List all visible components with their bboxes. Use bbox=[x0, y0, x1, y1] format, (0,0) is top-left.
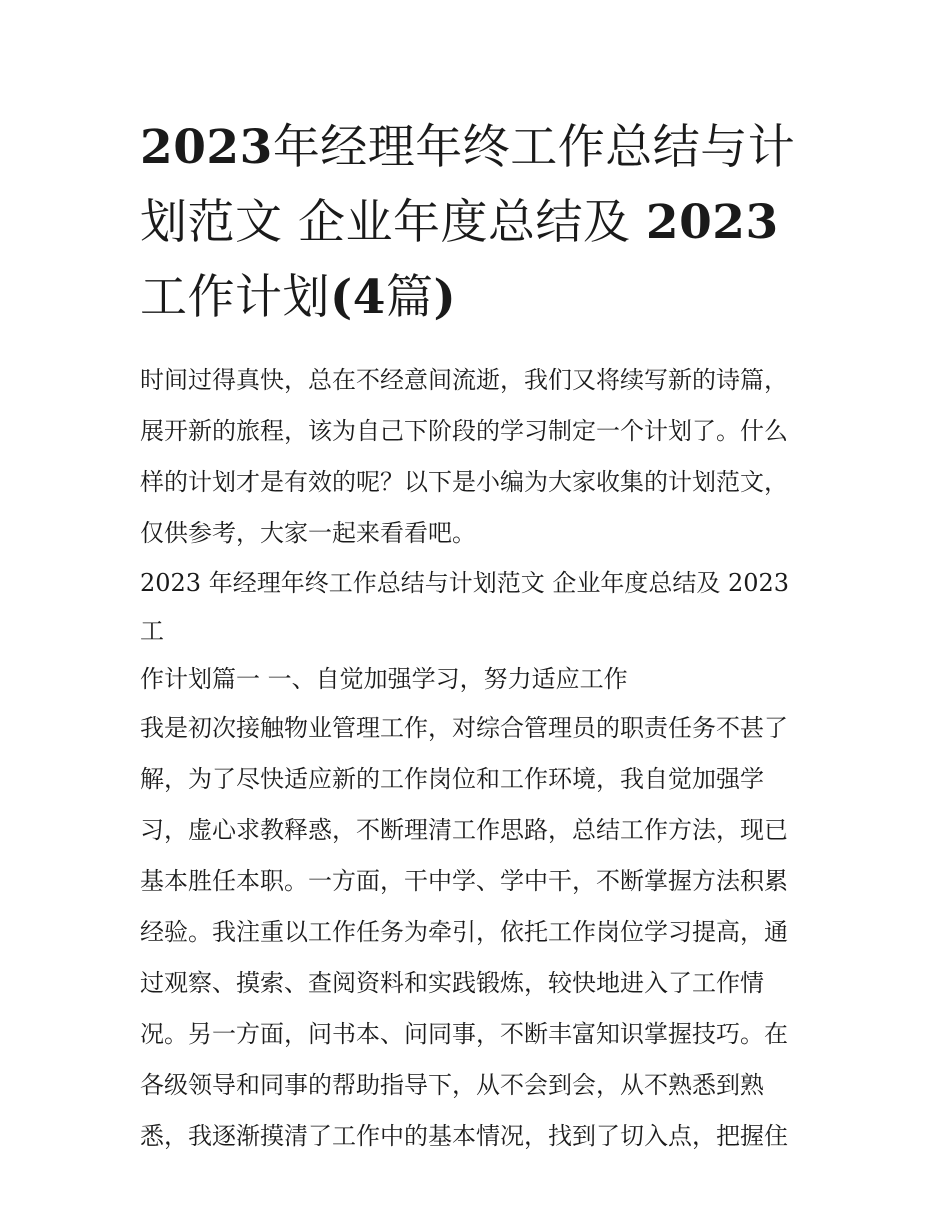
body-line: 习，虚心求教释惑，不断理清工作思路，总结工作方法，现已 bbox=[140, 816, 788, 844]
body-line: 经验。我注重以工作任务为牵引，依托工作岗位学习提高，通 bbox=[140, 918, 788, 946]
body-paragraph bbox=[140, 703, 820, 1162]
section-heading-line: 作计划篇一 一、自觉加强学习，努力适应工作 bbox=[140, 665, 628, 693]
title-line-1: 年经理年终工作总结与计 bbox=[272, 120, 796, 175]
intro-line: 样的计划才是有效的呢？以下是小编为大家收集的计划范文， bbox=[140, 468, 788, 496]
document-title bbox=[140, 110, 820, 335]
title-count-unit: 篇 bbox=[385, 270, 434, 325]
body-line: 我是初次接触物业管理工作，对综合管理员的职责任务不甚了 bbox=[140, 714, 788, 742]
title-count: (4 bbox=[330, 270, 386, 325]
body-line: 悉，我逐渐摸清了工作中的基本情况，找到了切入点，把握住 bbox=[140, 1122, 788, 1150]
body-line: 各级领导和同事的帮助指导下，从不会到会，从不熟悉到熟 bbox=[140, 1071, 764, 1099]
document-page bbox=[140, 110, 820, 1162]
body-line: 过观察、摸索、查阅资料和实践锻炼，较快地进入了工作情 bbox=[140, 969, 764, 997]
body-line: 况。另一方面，问书本、问同事，不断丰富知识掌握技巧。在 bbox=[140, 1020, 788, 1048]
title-year-2: 2023 bbox=[645, 195, 779, 250]
title-line-3: 工作计划 bbox=[140, 270, 330, 325]
intro-paragraph bbox=[140, 355, 820, 559]
title-year-1: 2023 bbox=[140, 120, 273, 175]
body-line: 解，为了尽快适应新的工作岗位和工作环境，我自觉加强学 bbox=[140, 765, 764, 793]
section-heading-line: 2023 年经理年终工作总结与计划范文 企业年度总结及 2023 工 bbox=[140, 569, 790, 645]
section-heading bbox=[140, 559, 820, 703]
intro-line: 仅供参考，大家一起来看看吧。 bbox=[140, 519, 476, 547]
body-line: 基本胜任本职。一方面，干中学、学中干，不断掌握方法积累 bbox=[140, 867, 788, 895]
intro-line: 展开新的旅程，该为自己下阶段的学习制定一个计划了。什么 bbox=[140, 417, 788, 445]
title-close-paren: ) bbox=[433, 270, 457, 325]
intro-line: 时间过得真快，总在不经意间流逝，我们又将续写新的诗篇， bbox=[140, 366, 788, 394]
title-line-2: 划范文 企业年度总结及 bbox=[140, 195, 646, 250]
